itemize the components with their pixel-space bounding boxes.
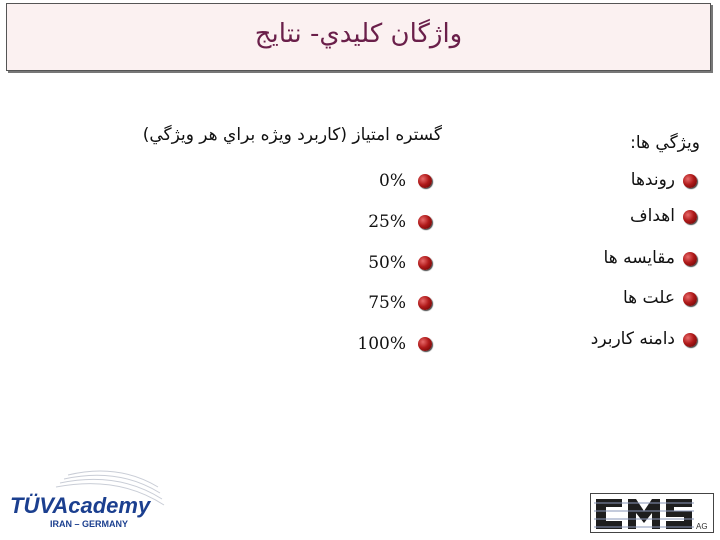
cms-logo <box>590 493 714 533</box>
feature-item: دامنه كاربرد <box>590 329 675 349</box>
title-banner <box>6 3 711 71</box>
bullet-icon <box>683 210 697 224</box>
bullet-icon <box>683 292 697 306</box>
page-title: واژگان كليدي- نتايج <box>254 19 463 49</box>
svg-text:AG: AG <box>696 522 708 531</box>
score-item: 75% <box>368 293 406 313</box>
score-item: 0% <box>379 171 406 191</box>
feature-item: روندها <box>630 170 675 190</box>
score-range-heading: گستره امتياز (كاربرد ويژه براي هر ويژگي) <box>142 125 442 145</box>
bullet-icon <box>418 256 432 270</box>
bullet-icon <box>418 296 432 310</box>
score-item: 50% <box>368 253 406 273</box>
feature-item: علت ها <box>622 288 675 308</box>
svg-text:TÜVAcademy: TÜVAcademy <box>10 493 151 518</box>
score-item: 100% <box>357 334 406 354</box>
feature-item: مقايسه ها <box>603 248 675 268</box>
bullet-icon <box>418 337 432 351</box>
bullet-icon <box>683 333 697 347</box>
svg-text:IRAN – GERMANY: IRAN – GERMANY <box>50 519 129 529</box>
bullet-icon <box>683 174 697 188</box>
score-item: 25% <box>368 212 406 232</box>
features-heading: ويژگي ها: <box>630 133 700 153</box>
bullet-icon <box>418 174 432 188</box>
tuv-academy-logo <box>8 467 168 531</box>
feature-item: اهداف <box>630 206 675 226</box>
bullet-icon <box>683 252 697 266</box>
bullet-icon <box>418 215 432 229</box>
